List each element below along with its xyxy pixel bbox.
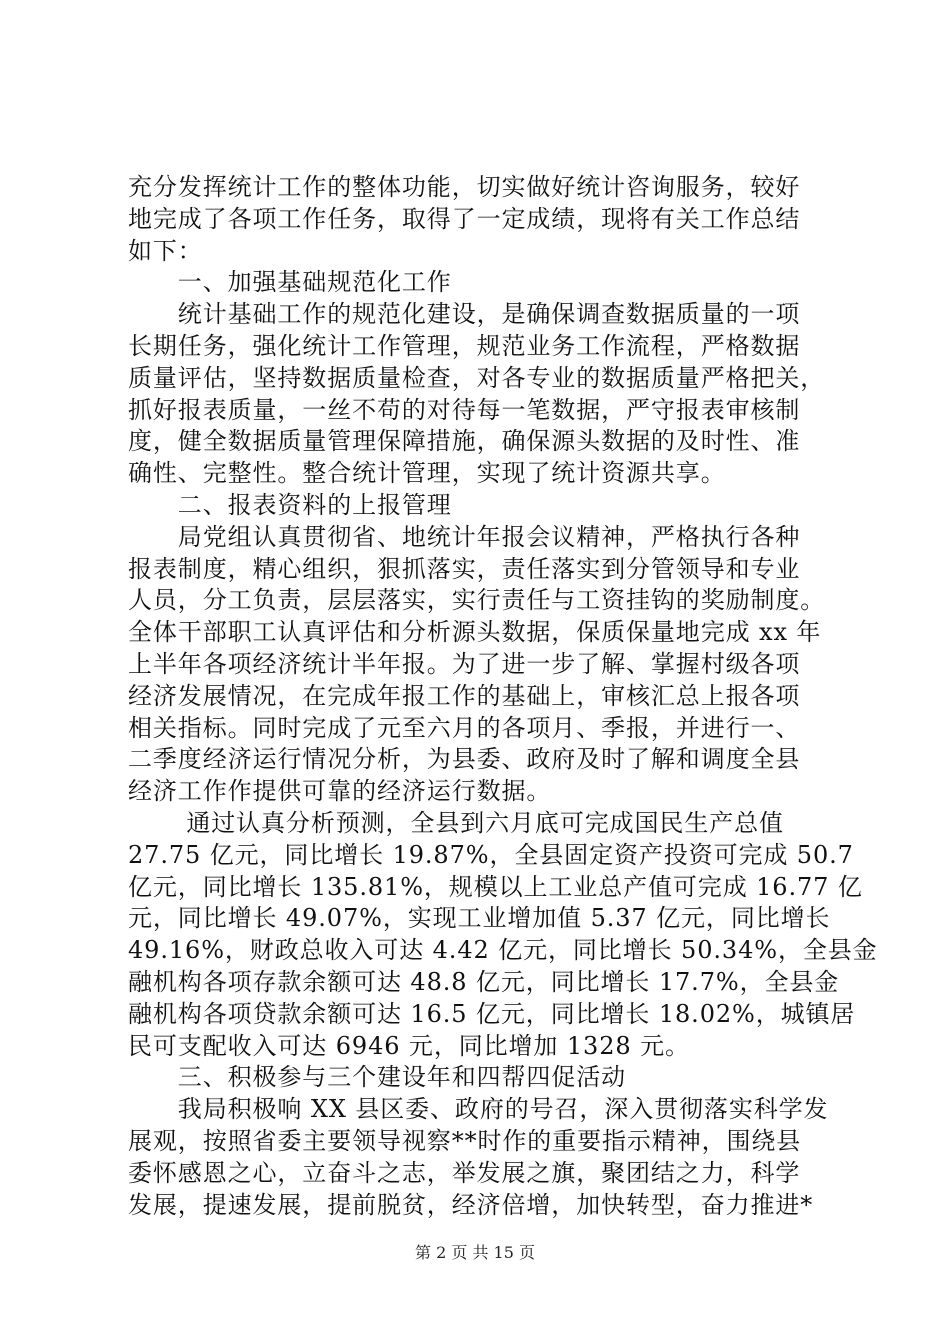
text-line: 报表制度，精心组织，狠抓落实，责任落实到分管领导和专业: [128, 554, 801, 583]
text-line: 49.16%，财政总收入可达 4.42 亿元，同比增长 50.34%，全县金: [128, 936, 878, 965]
text-line: 经济发展情况，在完成年报工作的基础上，审核汇总上报各项: [128, 681, 801, 710]
text-line: 二季度经济运行情况分析，为县委、政府及时了解和调度全县: [128, 745, 801, 774]
text-line: 委怀感恩之心，立奋斗之志，举发展之旗，聚团结之力，科学: [128, 1158, 801, 1187]
text-line: 确性、完整性。整合统计管理，实现了统计资源共享。: [128, 459, 726, 488]
page-number-footer: 第 2 页 共 15 页: [415, 1243, 535, 1262]
text-line: 人员，分工负责，层层落实，实行责任与工资挂钩的奖励制度。: [128, 586, 826, 615]
text-line: 充分发挥统计工作的整体功能，切实做好统计咨询服务，较好: [128, 173, 801, 201]
section-heading-3: 三、积极参与三个建设年和四帮四促活动: [128, 1063, 626, 1092]
text-line: 27.75 亿元，同比增长 19.87%，全县固定资产投资可完成 50.7: [128, 840, 854, 869]
text-line: 民可支配收入可达 6946 元，同比增加 1328 元。: [128, 1031, 690, 1060]
text-line: 通过认真分析预测，全县到六月底可完成国民生产总值: [128, 808, 784, 837]
section-heading-1: 一、加强基础规范化工作: [128, 268, 452, 297]
text-line: 度，健全数据质量管理保障措施，确保源头数据的及时性、准: [128, 427, 801, 456]
text-line: 元，同比增长 49.07%，实现工业增加值 5.37 亿元，同比增长: [128, 904, 831, 933]
text-line: 经济工作作提供可靠的经济运行数据。: [128, 777, 552, 806]
text-line: 如下：: [128, 236, 203, 265]
text-line: 全体干部职工认真评估和分析源头数据，保质保量地完成 xx 年: [128, 618, 822, 647]
text-line: 我局积极响 XX 县区委、政府的号召，深入贯彻落实科学发: [128, 1095, 829, 1124]
text-line: 抓好报表质量，一丝不苟的对待每一笔数据，严守报表审核制: [128, 395, 801, 424]
text-line: 地完成了各项工作任务，取得了一定成绩，现将有关工作总结: [128, 204, 801, 233]
document-body: [128, 172, 878, 1221]
text-line: 展观，按照省委主要领导视察**时作的重要指示精神，围绕县: [128, 1126, 802, 1155]
text-line: 上半年各项经济统计半年报。为了进一步了解、掌握村级各项: [128, 649, 801, 678]
text-line: 发展，提速发展，提前脱贫，经济倍增，加快转型，奋力推进*: [128, 1190, 814, 1219]
text-line: 局党组认真贯彻省、地统计年报会议精神，严格执行各种: [128, 522, 801, 551]
text-line: 融机构各项贷款余额可达 16.5 亿元，同比增长 18.02%，城镇居: [128, 999, 856, 1028]
text-line: 长期任务，强化统计工作管理，规范业务工作流程，严格数据: [128, 331, 801, 360]
text-line: 质量评估，坚持数据质量检查，对各专业的数据质量严格把关，: [128, 363, 826, 392]
section-heading-2: 二、报表资料的上报管理: [128, 490, 452, 519]
text-line: 融机构各项存款余额可达 48.8 亿元，同比增长 17.7%，全县金: [128, 967, 840, 996]
text-line: 亿元，同比增长 135.81%，规模以上工业总产值可完成 16.77 亿: [128, 872, 863, 901]
text-line: 相关指标。同时完成了元至六月的各项月、季报，并进行一、: [128, 713, 801, 742]
text-line: 统计基础工作的规范化建设，是确保调查数据质量的一项: [128, 300, 801, 329]
